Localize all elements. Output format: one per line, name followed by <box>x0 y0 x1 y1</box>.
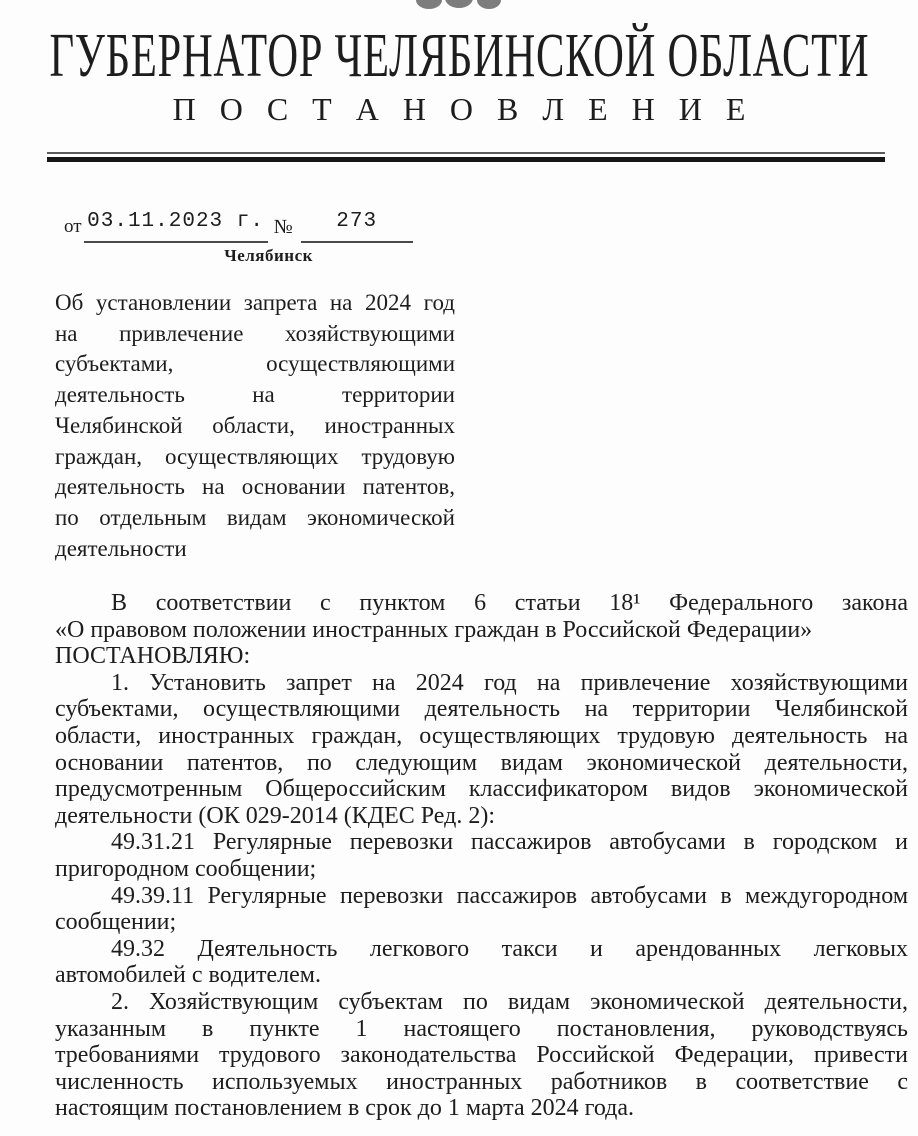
divider-thin-line <box>47 152 885 154</box>
document-type-title: П О С Т А Н О В Л Е Н И Е <box>172 91 754 127</box>
body-line: «О правовом положении иностранных граждан в Российской Федерации» <box>55 616 813 643</box>
body-line: области, иностранных граждан, осуществляющих трудовую деятельность на <box>55 722 908 749</box>
body-line: указанным в пункте 1 настоящего постановления, руководствуясь <box>55 1015 908 1042</box>
body-line: субъектами, осуществляющими деятельность на территории Челябинской <box>55 696 908 723</box>
body-line: 49.39.11 Регулярные перевозки пассажиров автобусами в междугородном <box>111 882 908 909</box>
subject-line: по отдельным видам экономической <box>55 504 455 530</box>
body-line: 2. Хозяйствующим субъектам по видам экономической деятельности, <box>111 988 908 1015</box>
subject-line: субъектами, осуществляющими <box>55 351 455 377</box>
divider-thick-line <box>47 157 885 162</box>
city-label: Челябинск <box>224 246 313 265</box>
body-line: 49.31.21 Регулярные перевозки пассажиров автобусами в городском и <box>111 829 908 856</box>
subject-line: Челябинской области, иностранных <box>55 412 455 438</box>
body-paragraph-item-1 <box>55 670 908 830</box>
body-line: численность используемых иностранных работников в соответствие с <box>55 1068 908 1095</box>
body-paragraph-item-2 <box>55 989 908 1122</box>
subject-line: деятельность на территории <box>55 382 455 408</box>
subject-line: на привлечение хозяйствующими <box>55 320 455 346</box>
subject-line: деятельности <box>55 535 187 561</box>
body-paragraph-okved-49-31-21 <box>55 829 908 882</box>
coat-of-arms-icon <box>411 0 507 12</box>
header-divider <box>47 152 885 162</box>
subject-line: Об установлении запрета на 2024 год <box>55 290 455 315</box>
header <box>0 20 918 90</box>
body-line: предусмотренным Общероссийским классификатором видов экономической <box>55 776 908 803</box>
body-line: 1. Установить запрет на 2024 год на привлечение хозяйствующими <box>111 669 908 696</box>
body-line: 49.32 Деятельность легкового такси и арендованных легковых <box>111 935 908 962</box>
body-line: настоящим постановлением в срок до 1 марта 2024 года. <box>55 1095 635 1122</box>
document-number: 273 <box>336 210 378 233</box>
doc-meta-row <box>64 207 413 265</box>
body-line: В соответствии с пунктом 6 статьи 18¹ Федерального закона <box>111 590 908 616</box>
body-line: деятельности (ОК 029-2014 (КДЕС Ред. 2): <box>55 802 495 829</box>
body-line: требованиями трудового законодательства Российской Федерации, привести <box>55 1042 908 1069</box>
date-prefix-label: от <box>64 216 82 237</box>
body-paragraph-preamble <box>55 590 908 670</box>
body-line: пригородном сообщении; <box>55 855 317 882</box>
body-line: основании патентов, по следующим видам экономической деятельности, <box>55 749 908 776</box>
number-sign-label: № <box>273 216 293 238</box>
body-line: автомобилей с водителем. <box>55 962 321 989</box>
date-value: 03.11.2023 г. <box>87 210 264 233</box>
subject-line: граждан, осуществляющих трудовую <box>55 443 455 469</box>
document-subject <box>55 288 455 564</box>
number-field <box>301 207 413 243</box>
document-body <box>55 590 908 1122</box>
body-line: ПОСТАНОВЛЯЮ: <box>55 643 251 670</box>
body-paragraph-okved-49-32 <box>55 936 908 989</box>
subject-line: деятельность на основании патентов, <box>55 474 455 500</box>
body-paragraph-okved-49-39-11 <box>55 883 908 936</box>
issuing-authority-title: ГУБЕРНАТОР ЧЕЛЯБИНСКОЙ ОБЛАСТИ <box>49 20 869 90</box>
body-line: сообщении; <box>55 909 177 936</box>
